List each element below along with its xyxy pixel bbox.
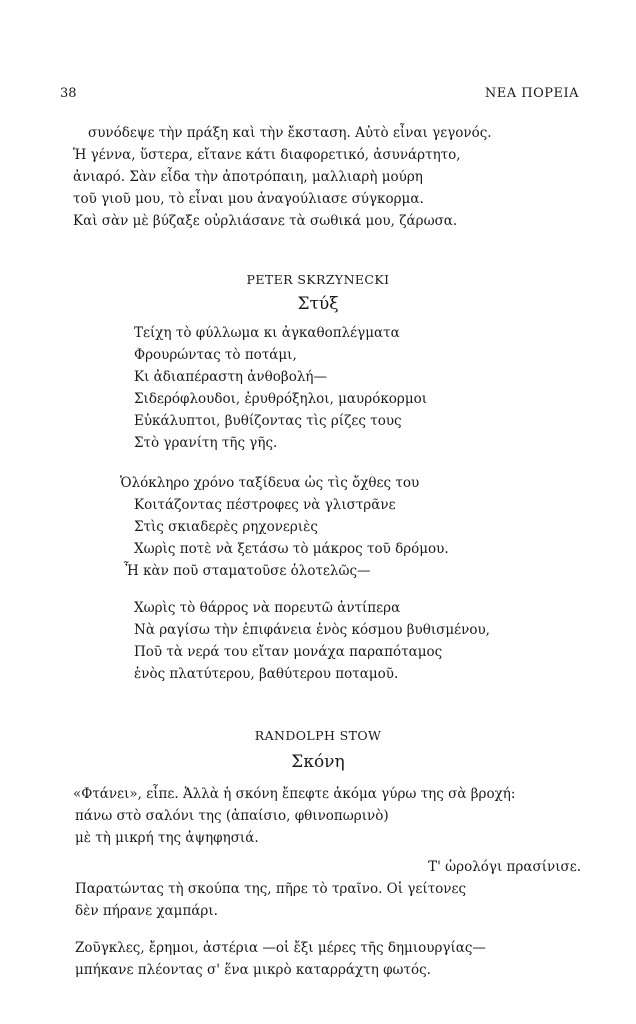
poem-line: Χωρὶς ποτὲ νὰ ξετάσω τὸ μάκρος τοῦ δρόμου. [134, 541, 449, 557]
prose-line: ἀνιαρό. Σὰν εἶδα τὴν ἀποτρόπαιη, μαλλιαρὴ μούρη [73, 169, 423, 185]
poem-line: Τ' ὡρολόγι πρασίνισε. [428, 859, 581, 875]
prose-line: Καὶ σὰν μὲ βύζαξε οὐρλιάσανε τὰ σωθικά μου, ζάρωσα. [73, 213, 458, 229]
poem-title: Στύξ [297, 294, 339, 314]
poem-line: Στὶς σκιαδερὲς ρηχονεριὲς [134, 519, 318, 535]
poem-line: Ζοῦγκλες, ἔρημοι, ἀστέρια —οἱ ἔξι μέρες τῆς δημιουργίας— [75, 940, 486, 956]
poem-line: μπήκανε πλέοντας σ' ἕνα μικρὸ καταρράχτη φωτός. [75, 962, 431, 978]
poem-line: Ἦ κὰν ποῦ σταματοῦσε ὁλοτελῶς— [124, 563, 371, 579]
poem-line: Τείχη τὸ φύλλωμα κι ἀγκαθοπλέγματα [134, 325, 400, 341]
poem-line: Σιδερόφλουδοι, ἐρυθρόξηλοι, μαυρόκορμοι [134, 391, 428, 407]
prose-line: τοῦ γιοῦ μου, τὸ εἶναι μου ἀναγούλιασε σύγκορμα. [73, 191, 424, 207]
running-title: ΝΕΑ ΠΟΡΕΙΑ [484, 86, 579, 101]
poem-line: Φρουρώντας τὸ ποτάμι, [134, 347, 297, 363]
poem-line: Ὁλόκληρο χρόνο ταξίδευα ὡς τὶς ὄχθες του [120, 475, 420, 491]
poem-line: Εὐκάλυπτοι, βυθίζοντας τὶς ρίζες τους [134, 413, 402, 429]
poem-author: PETER SKRZYNECKI [246, 272, 390, 287]
poem-line: Παρατώντας τὴ σκούπα της, πῆρε τὸ τραῖνο. Οἱ γείτονες [75, 881, 467, 897]
prose-line: συνόδεψε τὴν πράξη καὶ τὴν ἔκσταση. Αὐτὸ εἶναι γεγονός. [88, 125, 492, 141]
poem-line: μὲ τὴ μικρή της ἀψηφησιά. [75, 830, 259, 846]
page-header [60, 86, 579, 106]
poem-author: RANDOLPH STOW [254, 728, 382, 743]
poem-line: ἑνὸς πλατύτερου, βαθύτερου ποταμοῦ. [134, 666, 399, 682]
poem-line: Κοιτάζοντας πέστροφες νὰ γλιστρᾶνε [134, 497, 396, 513]
poem-line: Στὸ γρανίτη τῆς γῆς. [134, 435, 278, 451]
page-number: 38 [60, 86, 77, 101]
poem-title: Σκόνη [291, 752, 345, 772]
poem-line: Κι ἀδιαπέραστη ἀνθοβολή— [134, 369, 327, 385]
poem-line: δὲν πήρανε χαμπάρι. [75, 903, 218, 919]
poem-line: Χωρὶς τὸ θάρρος νὰ πορευτῶ ἀντίπερα [134, 600, 401, 616]
poem-line: πάνω στὸ σαλόνι της (ἀπαίσιο, φθινοπωρινὸ) [75, 808, 389, 824]
poem-line: Ποῦ τὰ νερά του εἴταν μονάχα παραπόταμος [134, 644, 443, 660]
poem-line: Νὰ ραγίσω τὴν ἐπιφάνεια ἑνὸς κόσμου βυθισμένου, [134, 622, 490, 638]
poem-line: «Φτάνει», εἶπε. Ἀλλὰ ἡ σκόνη ἔπεφτε ἀκόμα γύρω της σὰ βροχή: [73, 786, 516, 802]
prose-line: Ἡ γέννα, ὕστερα, εἴτανε κάτι διαφορετικό, ἀσυνάρτητο, [73, 147, 461, 163]
